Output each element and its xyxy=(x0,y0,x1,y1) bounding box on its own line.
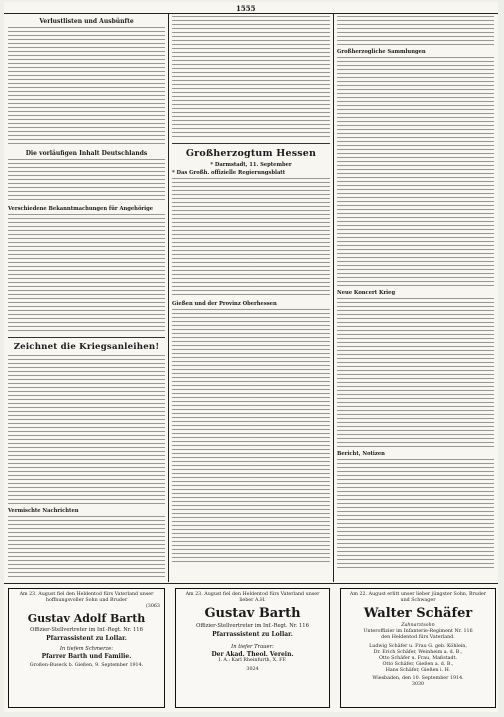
obituary-intro: Am 23. August fiel den Heldentod fürs Vaterland unser lieber A.H. xyxy=(185,592,320,603)
obituary-name: Gustav Adolf Barth xyxy=(27,612,146,625)
column-divider xyxy=(333,14,334,582)
obituary-code: 3030 xyxy=(411,682,425,687)
column-divider xyxy=(168,14,169,582)
newspaper-page xyxy=(4,2,498,712)
obituary-family-line: Hans Schäfer, Gießen i. H. xyxy=(385,668,451,673)
obituary-position: Pfarrassistent zu Lollar. xyxy=(46,635,127,643)
obituary-grief: In tiefem Schmerze: xyxy=(59,646,114,653)
column-3-text xyxy=(337,298,494,448)
obituary-intro: Am 22. August erlitt unser lieber jüngster Sohn, Bruder und Schwager xyxy=(349,592,487,603)
section-heading-losses: Verlustlisten und Ausbünfte xyxy=(39,18,134,25)
column-3-text xyxy=(337,459,494,569)
sub-heading: Großherzogliche Sammlungen xyxy=(337,49,426,55)
page-number: 1555 xyxy=(236,4,256,13)
obituary-code: 3024 xyxy=(246,666,259,672)
column-2-text xyxy=(172,309,330,565)
divider xyxy=(172,143,330,144)
column-3-text xyxy=(337,16,494,46)
top-rule xyxy=(4,13,498,14)
sub-heading: Gießen und der Provinz Oberhessen xyxy=(172,301,277,307)
obituary-notice-3 xyxy=(340,588,496,708)
column-1-text xyxy=(8,159,165,203)
column-2-text xyxy=(172,178,330,298)
column-1-text xyxy=(8,516,165,580)
obituary-place: Wiesbaden, den 10. September 1914. xyxy=(372,676,464,681)
column-1-text xyxy=(8,27,165,147)
column-2 xyxy=(172,16,330,580)
column-2-text xyxy=(172,16,330,140)
obituary-place: Großen-Buseck b. Gießen, 9. September 1914. xyxy=(29,662,144,668)
column-3-text xyxy=(337,57,494,287)
sub-heading: * Das Großh. offizielle Regierungsblatt xyxy=(172,170,286,176)
section-heading-hessen: Großherzogtum Hessen xyxy=(185,148,317,159)
column-1-text xyxy=(8,214,165,334)
obituary-trade: Zahnarztsohn xyxy=(401,623,435,628)
column-1-text xyxy=(8,355,165,505)
column-1 xyxy=(8,16,165,580)
obituary-notice-2 xyxy=(175,588,330,708)
column-3 xyxy=(337,16,494,580)
obituary-notice-1 xyxy=(8,588,165,708)
obituary-name: Walter Schäfer xyxy=(363,606,473,621)
obituary-grief: In tiefer Trauer: xyxy=(231,644,274,651)
obituary-family-line: Ludwig Schäfer u. Frau G. geb. Köhlein, xyxy=(369,644,467,649)
notice-heading: Verschiedene Bekanntmachungen für Angehörige xyxy=(8,206,154,212)
obituary-position: Pfarrassistent zu Lollar. xyxy=(212,631,293,639)
obituary-rank: Offizier-Stellvertreter im Inf.-Regt. Nr. 116 xyxy=(30,627,143,633)
obituary-death: den Heldentod fürs Vaterland. xyxy=(381,635,455,640)
sub-heading: Bericht, Notizen xyxy=(337,451,385,457)
obituary-org: I. A.: Karl Rheinfurth, X. FF. xyxy=(218,657,287,663)
section-heading-war-loans: Zeichnet die Kriegsanleihen! xyxy=(13,342,160,352)
divider xyxy=(8,337,165,338)
obituary-code: (3063 xyxy=(145,604,160,609)
ads-top-rule xyxy=(4,583,498,584)
obituary-family: Der Akad. Theol. Verein. xyxy=(211,650,294,658)
obituary-family-line: Dr. Erich Schäfer, Weinheim a. d. B., xyxy=(373,650,463,655)
obituary-name: Gustav Barth xyxy=(204,606,301,621)
obituary-family-line: Otto Schäfer u. Frau, Maßstadt. xyxy=(378,656,458,661)
obituary-intro: Am 23. August fiel den Heldentod fürs Vaterland unser hoffnungsvoller Sohn und Bruder xyxy=(19,592,154,603)
obituary-rank: Offizier-Stellvertreter im Inf.-Regt. Nr. 116 xyxy=(196,623,309,629)
obituary-rank: Unteroffizier im Infanterie-Regiment Nr. 116 xyxy=(363,629,473,634)
notice-heading: Vermischte Nachrichten xyxy=(8,508,79,514)
sub-heading: Neue Koncert Krieg xyxy=(337,290,396,296)
obituary-family-line: Otto Schäfer, Gießen a. d. B., xyxy=(382,662,454,667)
section-heading-germany: Die vorläufigen Inhalt Deutschlands xyxy=(25,150,148,157)
obituary-family: Pfarrer Barth und Familie. xyxy=(41,652,132,660)
dateline: * Darmstadt, 11. September xyxy=(210,162,292,168)
